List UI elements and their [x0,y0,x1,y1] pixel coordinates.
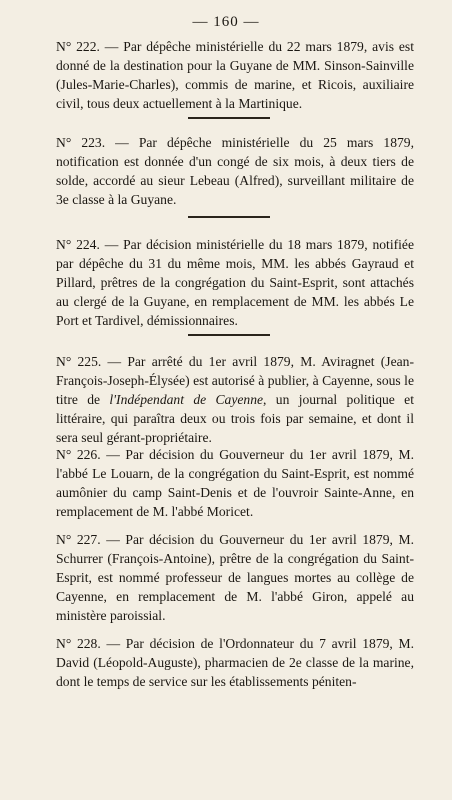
entry-text [56,634,414,691]
entry-223 [56,133,414,209]
entry-number: N° 226. [56,447,101,462]
entry-body-start: — Par arrêté du 1er avril 1879, M. Aviragnet (Jean-François-Joseph-Élysée) est autorisé à publier, à Cayenne, sous le titre de [56,354,414,407]
entry-227 [56,530,414,625]
entry-number: N° 223. [56,135,106,150]
entry-text [56,352,414,447]
entry-222 [56,37,414,113]
entry-228 [56,634,414,691]
entry-number: N° 225. [56,354,102,369]
entry-body-end: , un journal politique et littéraire, qui paraîtra deux ou trois fois par semaine, et dont il sera seul gérant-propriétaire. [56,392,414,445]
entry-body: — Par décision ministérielle du 18 mars 1879, notifiée par dépêche du 31 du même mois, MM. les abbés Gayraud et Pillard, prêtres de la congrégation du Saint-Esprit, sont attachés au clergé de la Guyane, en remplacement de MM. les abbés Le Port et Tardivel, démissionnaires. [56,237,414,328]
separator-rule [188,117,270,119]
separator-rule [188,334,270,336]
entry-body: — Par dépêche ministérielle du 22 mars 1879, avis est donné de la destination pour la Guyane de MM. Sinson-Sainville (Jules-Marie-Charles), commis de marine, et Ricois, auxiliaire civil, tous deux actuellement à la Martinique. [56,39,414,111]
entry-226 [56,445,414,521]
entry-text [56,37,414,113]
entry-number: N° 224. [56,237,100,252]
journal-title: l'Indépendant de Cayenne [109,392,264,407]
entry-body: — Par décision de l'Ordonnateur du 7 avril 1879, M. David (Léopold-Auguste), pharmacien de 2e classe de la marine, dont le temps de service sur les établissements péniten- [56,636,415,689]
separator-rule [188,216,270,218]
entry-number: N° 227. [56,532,101,547]
entry-body: — Par décision du Gouverneur du 1er avril 1879, M. Schurrer (François-Antoine), prêtre de la congrégation du Saint-Esprit, est nommé professeur de langues mortes au collège de Cayenne, en remplacement de M. l'abbé Giron, appelé au ministère paroissial. [56,532,414,623]
page-number: — 160 — [192,14,260,30]
entry-text [56,445,414,521]
entry-text [56,235,414,330]
entry-text [56,530,414,625]
entry-number: N° 222. [56,39,100,54]
entry-224 [56,235,414,330]
entry-body: — Par décision du Gouverneur du 1er avril 1879, M. l'abbé Le Louarn, de la congrégation du Saint-Esprit, est nommé aumônier du camp Saint-Denis et de l'ouvroir Sainte-Anne, en remplacement de M. l'abbé Moricet. [56,447,414,519]
entry-text [56,133,414,209]
entry-body: — Par dépêche ministérielle du 25 mars 1879, notification est donnée d'un congé de six mois, à deux tiers de solde, accordé au sieur Lebeau (Alfred), surveillant militaire de 3e classe à la Guyane. [56,135,414,207]
entry-225 [56,352,414,447]
entry-number: N° 228. [56,636,101,651]
